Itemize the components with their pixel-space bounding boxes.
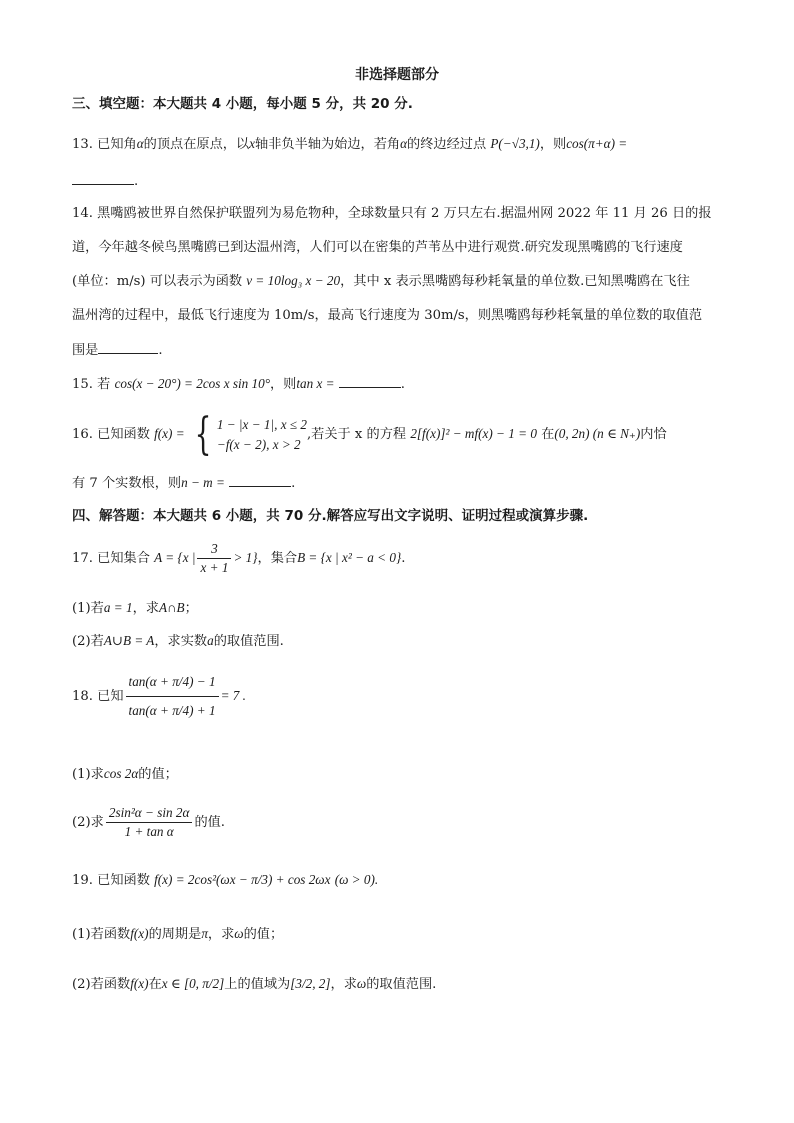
q14-answer-blank[interactable] (98, 339, 158, 354)
q17-setA-fraction (197, 540, 231, 577)
q17-setB: B = {x | x² − a < 0} (297, 550, 402, 565)
q16-tail: 内恰 (640, 427, 667, 442)
q19-p1-mid2: ，求 (207, 927, 235, 942)
q17-setA-open: A = {x | (154, 550, 196, 565)
q18-p1-lead: (1)求 (72, 767, 104, 782)
q13-lead: 13. 已知角 (72, 137, 137, 152)
q16-interval: (0, 2n) (n ∈ N₊) (554, 426, 641, 441)
q14-line-4: 温州湾的过程中，最低飞行速度为 10m/s，最高飞行速度为 30m/s，则黑嘴鸥每秒耗氧量的单位数的取值范 (72, 308, 703, 323)
page-title: 非选择题部分 (355, 67, 439, 83)
q18-lead: 18. 已知 (72, 689, 124, 704)
q17-p1-expr: A∩B (158, 600, 185, 615)
q16-fx: f(x) = (154, 426, 185, 441)
question-13 (72, 134, 734, 155)
q19-p2-mid3: ，求 (330, 977, 357, 992)
q19-expr: f(x) = 2cos²(ωx − π/3) + cos 2ωx (154, 872, 331, 887)
q18-part-2 (72, 803, 734, 843)
q19-p1-omega: ω (234, 926, 244, 941)
q14-line-5: 围是 . (72, 339, 734, 361)
q13-alpha: α (136, 136, 144, 151)
q17-p2-var: a (207, 633, 214, 648)
q13-alpha-2: α (400, 136, 408, 151)
q18-denominator: tan(α + π/4) + 1 (128, 703, 216, 718)
q18-rhs: = 7 . (220, 688, 246, 703)
q16-piecewise (217, 415, 307, 455)
q18-numerator: tan(α + π/4) − 1 (126, 668, 219, 697)
q16-mid: ,若关于 x 的方程 (306, 427, 407, 442)
q16-equation: 2[f(x)]² − mf(x) − 1 = 0 (410, 426, 537, 441)
q17-part-2 (72, 631, 734, 652)
q18-p2-end: 的值. (194, 815, 226, 830)
q17-mid: ，集合 (257, 551, 298, 566)
section-3-heading: 三、填空题：本大题共 4 小题，每小题 5 分，共 20 分. (72, 96, 413, 112)
q19-p2-end: 的取值范围. (366, 977, 437, 992)
q19-p1-end: 的值； (243, 927, 284, 942)
q19-p1-mid: 的周期是 (148, 927, 202, 942)
q18-p1-expr: cos 2α (103, 766, 139, 781)
q13-answer-line: . (72, 170, 734, 192)
q14-line-2: 道，今年越冬候鸟黑嘴鸥已到达温州湾，人们可以在密集的芦苇丛中进行观赏.研究发现黑嘴鸥的飞行速度 (72, 240, 683, 255)
q17-setA-numerator: 3 (197, 540, 231, 559)
q18-p2-numerator: 2sin²α − sin 2α (106, 804, 193, 823)
q13-expr: cos(π+α) = (566, 136, 628, 151)
q13-then: ，则 (539, 137, 567, 152)
q14-line-5-text: 围是 (72, 343, 99, 358)
q18-p2-lead: (2)求 (72, 815, 104, 830)
q17-setA-denominator: x + 1 (200, 560, 229, 575)
q18-p2-fraction (106, 804, 193, 841)
q13-answer-blank[interactable] (72, 170, 134, 185)
left-brace-icon: { (194, 408, 212, 460)
q15-lead: 15. 若 (72, 377, 111, 392)
q17-lead: 17. 已知集合 (72, 551, 150, 566)
question-16 (72, 408, 734, 460)
q17-p2-lead: (2)若 (72, 634, 104, 649)
q19-p2-lead: (2)若函数 (72, 977, 131, 992)
q15-ask: tan x = (296, 376, 335, 391)
q14-line-3 (72, 271, 734, 292)
q16-answer-blank[interactable] (229, 472, 291, 487)
q17-p1-end: ； (184, 601, 198, 616)
q19-p2-mid2: 上的值域为 (224, 977, 291, 992)
q17-p1-eq: a = 1 (103, 600, 133, 615)
q19-p2-omega: ω (356, 976, 367, 991)
q16-in: 在 (541, 427, 555, 442)
q19-p2-mid: 在 (148, 977, 162, 992)
q19-p1-f: f(x) (130, 926, 149, 941)
section-4-heading: 四、解答题：本大题共 6 小题，共 70 分.解答应写出文字说明、证明过程或演算步骤. (72, 508, 589, 524)
q16-case-1: 1 − |x − 1|, x ≤ 2 (216, 416, 307, 432)
q18-fraction (126, 668, 219, 725)
q17-p2-mid: ，求实数 (154, 634, 208, 649)
q17-p1-mid: ，求 (132, 601, 159, 616)
q13-mid2: 轴非负半轴为始边，若角 (255, 137, 401, 152)
q14-line-3b: ，其中 x 表示黑嘴鸥每秒耗氧量的单位数.已知黑嘴鸥在飞往 (340, 274, 690, 289)
q19-cond: (ω > 0). (334, 872, 379, 887)
q13-mid: 的顶点在原点，以 (143, 137, 250, 152)
q19-part-2 (72, 974, 734, 995)
q17-p1-lead: (1)若 (72, 601, 104, 616)
q18-p1-end: 的值； (138, 767, 178, 782)
question-19 (72, 870, 734, 891)
q16-expr: n − m = (181, 475, 225, 490)
q19-p1-lead: (1)若函数 (72, 927, 131, 942)
question-17: 17. 已知集合 A = {x | $\frac{3}{x + 1}$ > 1}，集合B = {x | x² − a < 0}. (72, 541, 406, 575)
q19-p2-domain: x ∈ [0, π/2] (161, 976, 225, 991)
q13-mid3: 的终边经过点 (407, 137, 487, 152)
question-18 (72, 666, 734, 727)
question-15: 15. 若 cos(x − 20°) = 2cos x sin 10°，则tan x = . (72, 373, 734, 395)
q18-p2-denominator: 1 + tan α (124, 824, 174, 839)
q14-line-3a: (单位：m/s) 可以表示为函数 (72, 274, 243, 289)
q19-part-1 (72, 924, 734, 945)
q16-line-2-text: 有 7 个实数根，则 (72, 476, 182, 491)
q19-lead: 19. 已知函数 (72, 873, 150, 888)
q13-x: x (249, 136, 256, 151)
q19-p1-pi: π (201, 926, 208, 941)
q19-p2-f: f(x) (130, 976, 149, 991)
q17-setA-close: > 1} (233, 550, 258, 565)
q15-then: ，则 (270, 377, 297, 392)
q15-answer-blank[interactable] (339, 373, 401, 388)
q14-formula: v = 10log₃ x − 20 (246, 273, 341, 288)
q17-p2-end: 的取值范围. (213, 634, 284, 649)
q13-point: P(−√3,1) (490, 136, 540, 151)
q18-part-1 (72, 764, 734, 785)
q16-line-2: 有 7 个实数根，则n − m = . (72, 472, 734, 494)
q15-equation: cos(x − 20°) = 2cos x sin 10° (114, 376, 270, 391)
q16-lead: 16. 已知函数 (72, 427, 150, 442)
q14-line-1: 14. 黑嘴鸥被世界自然保护联盟列为易危物种，全球数量只有 2 万只左右.据温州网 2022 年 11 月 26 日的报 (72, 206, 712, 221)
q16-case-2: −f(x − 2), x > 2 (216, 436, 301, 452)
q19-p2-range: [3/2, 2] (290, 976, 331, 991)
q17-p2-eq: A∪B = A (103, 633, 155, 648)
q17-part-1 (72, 598, 734, 619)
